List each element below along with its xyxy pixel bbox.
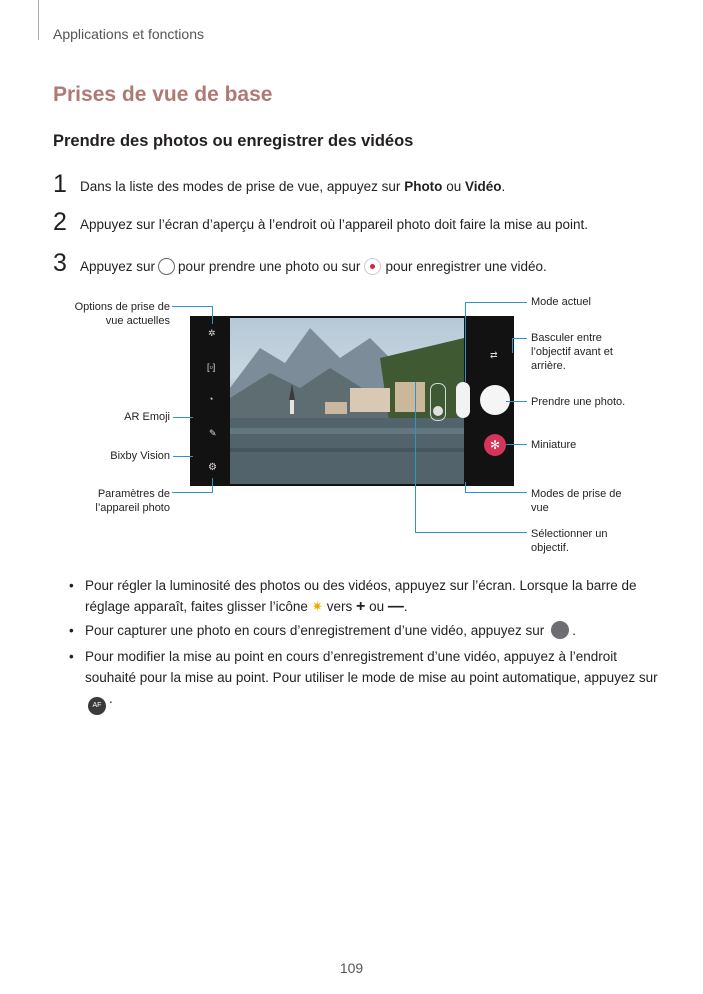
settings-gear-icon[interactable]: ⚙ bbox=[208, 462, 217, 473]
capture-button-icon bbox=[158, 258, 175, 275]
minus-icon: — bbox=[387, 598, 404, 615]
step-text: Dans la liste des modes de prise de vue, appuyez sur Photo ou Vidéo. bbox=[80, 179, 506, 194]
callout-settings: Paramètres de l’appareil photo bbox=[95, 488, 170, 514]
callout-line bbox=[212, 478, 213, 493]
switch-camera-icon[interactable]: ⇄ bbox=[490, 350, 498, 360]
lens-selector[interactable] bbox=[430, 383, 446, 421]
callout-capture: Prendre une photo. bbox=[531, 396, 626, 408]
capture-button[interactable] bbox=[480, 385, 510, 415]
callout-line bbox=[415, 532, 527, 533]
step-text: Appuyez sur l’écran d’aperçu à l’endroit où l’appareil photo doit faire la mise au point. bbox=[80, 217, 589, 232]
callout-line bbox=[465, 482, 466, 493]
callout-line bbox=[465, 302, 466, 382]
page-number: 109 bbox=[339, 960, 364, 976]
section-header: Applications et fonctions bbox=[53, 26, 204, 42]
callout-line bbox=[173, 456, 193, 457]
step-1 bbox=[53, 170, 673, 202]
callout-thumb: Miniature bbox=[531, 439, 577, 451]
ar-emoji-icon[interactable]: ✎ bbox=[209, 428, 217, 438]
callout-line bbox=[173, 417, 193, 418]
callout-line bbox=[172, 492, 213, 493]
step-3 bbox=[53, 249, 673, 281]
section-subtitle: Prendre des photos ou enregistrer des vidéos bbox=[53, 132, 414, 150]
callout-line bbox=[506, 444, 527, 445]
callout-mode: Mode actuel bbox=[531, 296, 591, 308]
callout-line bbox=[172, 306, 212, 307]
tip-brightness: • Pour régler la luminosité des photos ou des vidéos, appuyez sur l’écran. Lorsque la barre de réglage apparaît, faites glisser l’icône ✷ vers + ou —. bbox=[85, 575, 660, 617]
lens-wide-icon[interactable] bbox=[433, 406, 443, 416]
thumbnail-icon[interactable]: ✻ bbox=[484, 434, 506, 456]
page-title: Prises de vue de base bbox=[53, 83, 273, 106]
tip-focus: • Pour modifier la mise au point en cours d’enregistrement d’une vidéo, appuyez à l’endroit souhaité pour la mise au point. Pour utiliser le mode de mise au point automatique, appuyez sur AF . bbox=[85, 646, 660, 715]
step-number: 1 bbox=[53, 170, 67, 198]
options-sparkle-icon[interactable]: ✲ bbox=[208, 328, 216, 338]
callout-lens: Sélectionner un objectif. bbox=[531, 528, 608, 554]
step-number: 2 bbox=[53, 208, 67, 236]
callout-line bbox=[465, 302, 527, 303]
landscape-illustration bbox=[230, 318, 464, 484]
callout-line bbox=[212, 306, 213, 324]
timer-icon[interactable]: ◔ bbox=[208, 394, 214, 404]
step-2 bbox=[53, 208, 673, 240]
step-text: Appuyez sur pour prendre une photo ou sur pour enregistrer une vidéo. bbox=[80, 259, 547, 274]
callout-line bbox=[512, 338, 513, 353]
callout-modes: Modes de prise de vue bbox=[531, 488, 622, 514]
callout-line bbox=[512, 338, 527, 339]
af-icon: AF bbox=[88, 697, 106, 715]
step-number: 3 bbox=[53, 249, 67, 277]
preview-image bbox=[230, 318, 464, 484]
camera-icon bbox=[551, 621, 569, 639]
tip-capture-during-video: • Pour capturer une photo en cours d’enregistrement d’une vidéo, appuyez sur . bbox=[85, 620, 660, 641]
mode-indicator[interactable] bbox=[456, 382, 470, 418]
plus-icon: + bbox=[356, 598, 366, 615]
header-rule bbox=[38, 0, 39, 40]
aspect-ratio-icon[interactable]: [▫] bbox=[207, 362, 216, 372]
callout-line bbox=[506, 401, 527, 402]
callout-line bbox=[415, 382, 416, 533]
callout-ar-emoji: AR Emoji bbox=[124, 411, 170, 423]
callout-bixby: Bixby Vision bbox=[110, 450, 170, 462]
brightness-icon: ✷ bbox=[311, 599, 323, 614]
callout-line bbox=[465, 492, 527, 493]
callout-switch: Basculer entre l’objectif avant et arrière. bbox=[531, 332, 613, 372]
callout-options: Options de prise de vue actuelles bbox=[74, 301, 170, 327]
record-button-icon bbox=[364, 258, 381, 275]
